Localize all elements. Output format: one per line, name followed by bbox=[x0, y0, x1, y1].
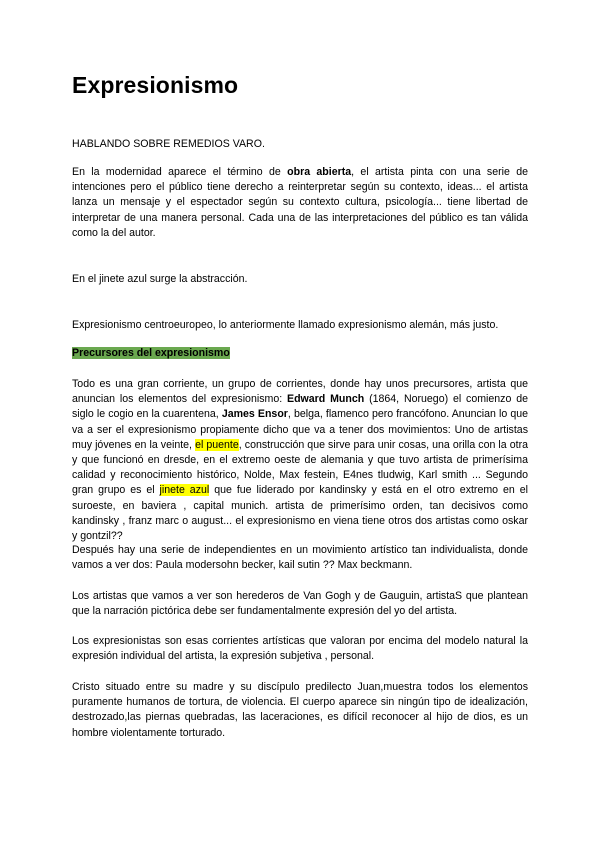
para1-text-2: (1864, Noruego) el comienzo de siglo le cogio en la cuarentena, bbox=[72, 393, 528, 421]
highlight-el-puente: el puente bbox=[195, 438, 239, 451]
munch-name: Edward Munch bbox=[287, 393, 365, 406]
subtitle: HABLANDO SOBRE REMEDIOS VARO. bbox=[72, 138, 265, 150]
jinete-line: En el jinete azul surge la abstracción. bbox=[72, 273, 248, 285]
page-title: Expresionismo bbox=[72, 72, 239, 98]
intro-text-1: En la modernidad aparece el término de bbox=[72, 166, 288, 178]
ensor-name: James Ensor bbox=[221, 408, 288, 421]
intro-paragraph bbox=[72, 165, 528, 241]
cristo-paragraph: Cristo situado entre su madre y su discípulo predilecto Juan,muestra todos los elementos puramente humanos de tortura, de violencia. El cuerpo aparece sin ningún tipo de idealización, destrozado,las piernas quebradas, las laceraciones, es difícil reconocer al hijo de dios, es un hombre violentamente torturado. bbox=[72, 681, 528, 739]
precursores-paragraph bbox=[72, 377, 528, 544]
para1-text-1: Todo es una gran corriente, un grupo de corrientes, donde hay unos precursores, artista que anuncian los elementos del expresionismo: bbox=[72, 378, 528, 406]
centroeuropeo-line: Expresionismo centroeuropeo, lo anteriormente llamado expresionismo alemán, más justo. bbox=[72, 319, 499, 331]
intro-text-2: , el artista pinta con una serie de intenciones pero el público tiene derecho a reinterpretar según su contexto, ideas... el artista lanza un mensaje y el espectador según su contexto cultura, psicología... tiene libertad de interpretar de una manera personal. Cada una de las interpretaciones del público es tan válida como la del autor. bbox=[72, 166, 528, 239]
intro-bold-term: obra abierta bbox=[287, 166, 352, 178]
expresionistas-paragraph: Los expresionistas son esas corrientes artísticas que valoran por encima del modelo natural la expresión individual del artista, la expresión subjetiva , personal. bbox=[72, 635, 528, 663]
precursores-heading: Precursores del expresionismo bbox=[72, 347, 230, 359]
highlight-jinete-azul: jinete azul bbox=[159, 484, 210, 497]
para1-text-5: que fue liderado por kandinsky y está en el otro extremo en el suroeste, en baviera , capital munich. artista de primerísimo orden, tan decisivos como kandinsky , franz marc o august... el expresionismo en viena tiene otros dos artistas como oskar y gontzil?? bbox=[72, 484, 528, 543]
independientes-paragraph: Después hay una serie de independientes en un movimiento artístico tan individualista, donde vamos a ver dos: Paula modersohn becker, kail sutin ?? Max beckmann. bbox=[72, 544, 528, 572]
para1-text-3: , belga, flamenco pero francófono. Anuncian lo que va a ser el expresionismo propiamente dicho que va a tener dos movimientos: Uno de artistas muy jóvenes en la veinte, bbox=[72, 408, 528, 451]
herederos-paragraph: Los artistas que vamos a ver son herederos de Van Gogh y de Gauguin, artistaS que plantean que la narración pictórica debe ser fundamentalmente expresión del yo del artista. bbox=[72, 590, 528, 618]
section-heading bbox=[72, 346, 528, 361]
para1-text-4: , construcción que sirve para unir cosas, una orilla con la otra y que funcionó en dresde, en el extremo oeste de alemania y que tuvo artista de primerísima calidad y reconocimiento histórico, Nolde, Max festein, E4nes tludwig, Karl smith ... Segundo gran grupo es el bbox=[72, 438, 528, 497]
